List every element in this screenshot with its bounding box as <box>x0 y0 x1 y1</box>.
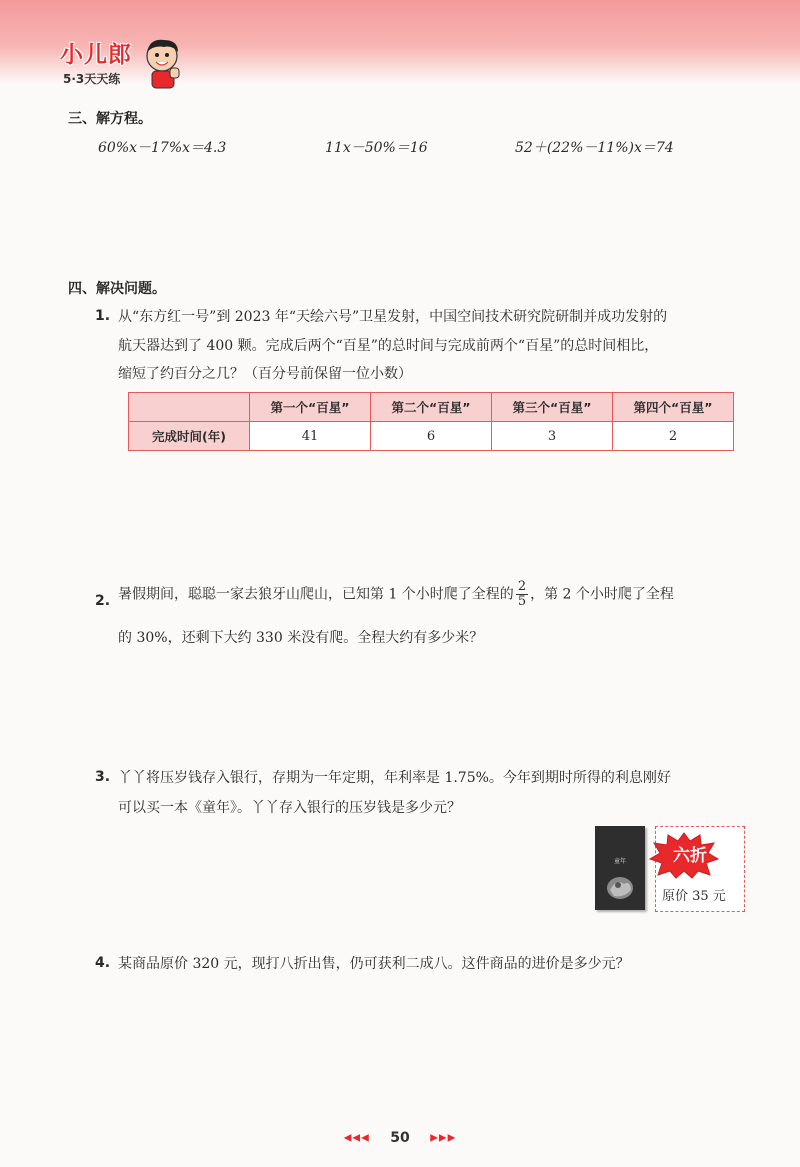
question-2-line-2: 的 30%，还剩下大约 330 米没有爬。全程大约有多少米？ <box>118 630 484 646</box>
equation-2: 11x－50%＝16 <box>325 140 428 156</box>
table-header-cell: 第一个“百星” <box>250 393 371 422</box>
question-number-2: 2. <box>95 593 111 609</box>
table-cell: 6 <box>371 422 492 451</box>
mascot-icon <box>140 36 186 90</box>
prev-arrows-icon: ◀◀◀ <box>343 1132 370 1144</box>
table-header-cell: 第四个“百星” <box>613 393 734 422</box>
brand-logo <box>60 36 132 87</box>
table-header-row <box>129 393 734 422</box>
logo-subtitle: 5·3天天练 <box>63 72 121 86</box>
discount-promo-box <box>655 826 745 912</box>
next-arrows-icon: ▶▶▶ <box>430 1132 457 1144</box>
question-3-line-2: 可以买一本《童年》。丫丫存入银行的压岁钱是多少元？ <box>118 800 461 816</box>
question-4-text: 某商品原价 320 元，现打八折出售，仍可获利二成八。这件商品的进价是多少元？ <box>118 956 630 972</box>
equation-3: 52＋(22%－11%)x＝74 <box>515 140 674 156</box>
satellite-time-table <box>128 392 734 451</box>
question-1-line-2: 航天器达到了 400 颗。完成后两个“百星”的总时间与完成前两个“百星”的总时间相比， <box>118 338 659 354</box>
table-row <box>129 422 734 451</box>
fraction-two-fifths <box>516 580 528 609</box>
logo-title: 小儿郎 <box>60 42 132 68</box>
question-number-4: 4. <box>95 955 111 971</box>
book-title: 童年 <box>613 858 626 865</box>
question-2-text-b: ，第 2 个小时爬了全程 <box>530 586 674 603</box>
question-number-1: 1. <box>95 308 111 324</box>
fraction-denominator: 5 <box>517 594 527 609</box>
table-header-cell: 第三个“百星” <box>492 393 613 422</box>
section-title-problems: 四、解决问题。 <box>68 281 166 297</box>
question-3-line-1: 丫丫将压岁钱存入银行，存期为一年定期，年利率是 1.75%。今年到期时所得的利息刚好 <box>118 770 671 786</box>
table-cell: 3 <box>492 422 613 451</box>
table-header-cell: 第二个“百星” <box>371 393 492 422</box>
fraction-numerator: 2 <box>517 579 527 594</box>
discount-badge-label: 六折 <box>673 846 707 866</box>
equation-1: 60%x－17%x＝4.3 <box>98 140 227 156</box>
table-row-label: 完成时间(年) <box>129 422 250 451</box>
table-header-cell <box>129 393 250 422</box>
question-1-line-3: 缩短了约百分之几？（百分号前保留一位小数） <box>118 366 412 382</box>
original-price-label: 原价 35 元 <box>662 889 726 904</box>
book-cover-image <box>595 826 645 910</box>
table-cell: 2 <box>613 422 734 451</box>
question-2-text-a: 暑假期间，聪聪一家去狼牙山爬山，已知第 1 个小时爬了全程的 <box>118 586 514 603</box>
book-illustration-icon <box>604 870 636 902</box>
question-number-3: 3. <box>95 769 111 785</box>
page-number: 50 <box>390 1130 410 1146</box>
section-title-equations: 三、解方程。 <box>68 111 152 127</box>
table-cell: 41 <box>250 422 371 451</box>
question-1-line-1: 从“东方红一号”到 2023 年“天绘六号”卫星发射，中国空间技术研究院研制并成功发射的 <box>118 309 668 325</box>
page-footer <box>0 1130 800 1146</box>
question-2-line-1 <box>118 580 674 609</box>
